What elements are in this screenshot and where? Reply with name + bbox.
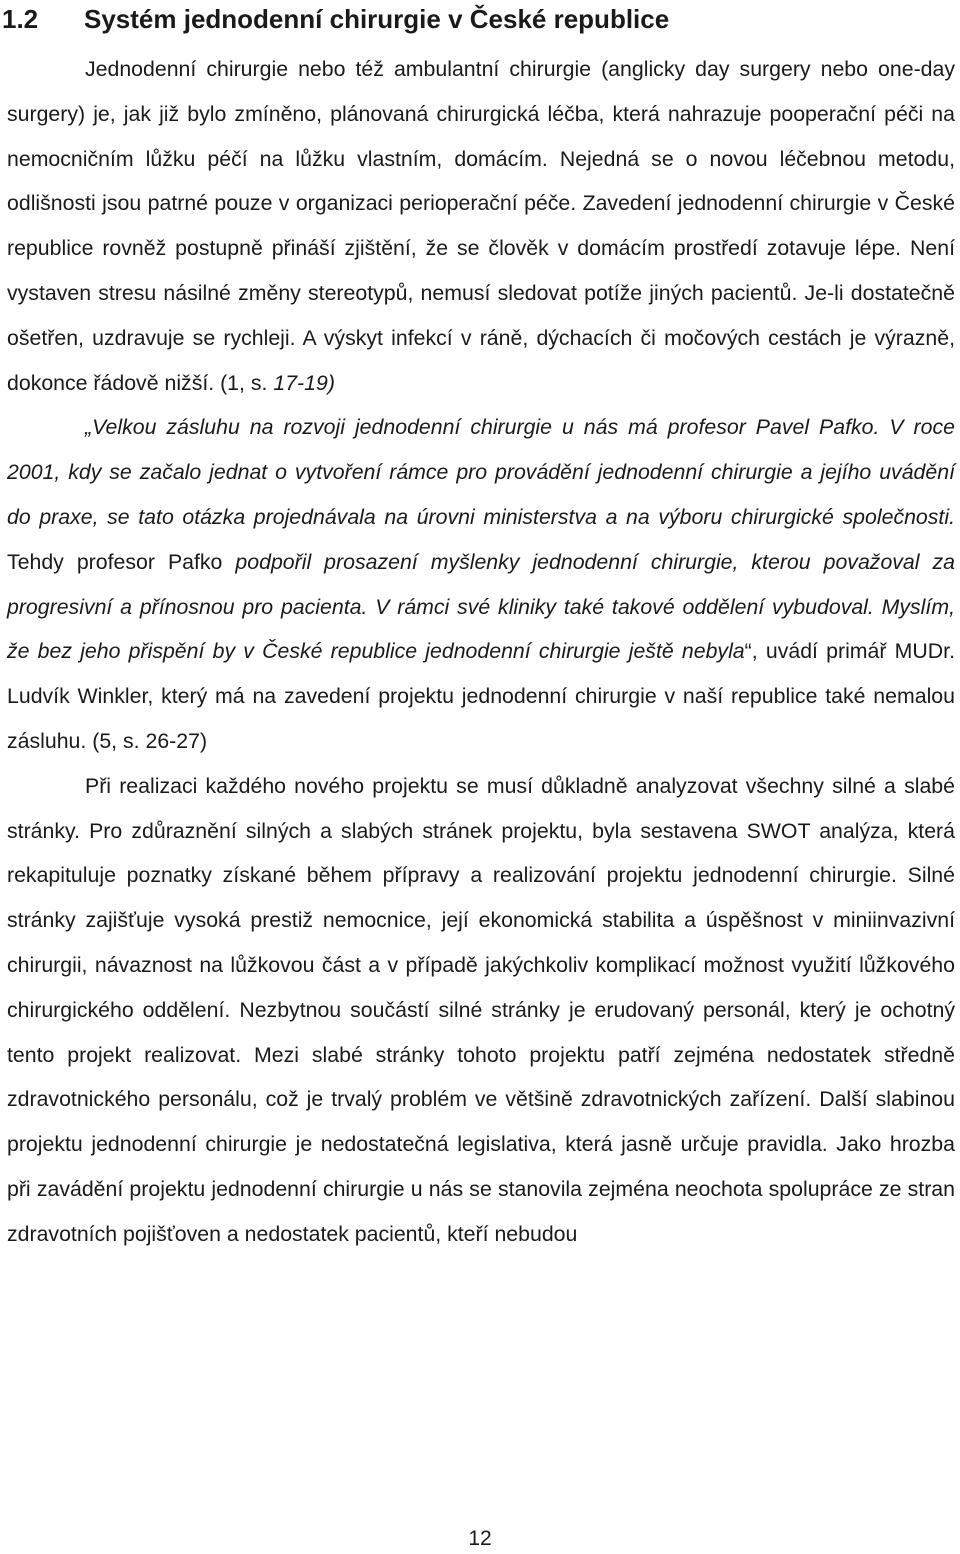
quote-part-1: Velkou zásluhu na rozvoji jednodenní chirurgie u nás má profesor Pavel Pafko. [92,415,890,440]
quote-close: “ [744,639,752,664]
section-title: Systém jednodenní chirurgie v České republice [84,4,670,34]
paragraph-2-middle: Tehdy profesor Pafko [7,549,236,574]
quote-part-2: V roce 2001, kdy se začalo jednat o vytvoření rámce pro provádění jednodenní chirurgie a jejího uvádění do praxe, se tato otázka projednávala na úrovni ministerstva a na výboru chirurgické společnosti. [7,415,955,529]
quote-part-3: podpořil prosazení myšlenky jednodenní chirurgie, kterou považoval za progresivní a přínosnou pro pacienta. V rámci své kliniky také takové oddělení vybudoval. Myslím, že bez jeho přispění by v České republice jednodenní chirurgie ještě nebyla [7,549,955,664]
section-number: 1.2 [2,4,39,34]
paragraph-1-text: Jednodenní chirurgie nebo též ambulantní chirurgie (anglicky day surgery nebo one-day surgery) je, jak již bylo zmíněno, plánovaná chirurgická léčba, která nahrazuje pooperační péči na nemocničním lůžku péčí na lůžku vlastním, domácím. Nejedná se o novou léčebnou metodu, odlišnosti jsou patrné pouze v organizaci perioperační péče. Zavedení jednodenní chirurgie v České republice rovněž postupně přináší zjištění, že se člověk v domácím prostředí zotavuje lépe. Není vystaven stresu násilné změny stereotypů, nemusí sledovat potíže jiných pacientů. Je-li dostatečně ošetřen, uzdravuje se rychleji. A výskyt infekcí v ráně, dýchacích či močových cestách je výrazně, dokonce řádově nižší. (1, s. [7,57,955,395]
body-text [7,47,955,1257]
paragraph-2-end: , uvádí primář MUDr. Ludvík Winkler, který má na zavedení projektu jednodenní chirurgie v naší republice také nemalou zásluhu. (5, s. 26-27) [7,639,955,753]
paragraph-3 [7,764,955,1257]
paragraph-1-citation: 17-19) [273,370,335,395]
paragraph-3-text: Při realizaci každého nového projektu se musí důkladně analyzovat všechny silné a slabé stránky. Pro zdůraznění silných a slabých stránek projektu, byla sestavena SWOT analýza, která rekapituluje poznatky získané během přípravy a realizování projektu jednodenní chirurgie. Silné stránky zajišťuje vysoká prestiž nemocnice, její ekonomická stabilita a úspěšnost v miniinvazivní chirurgii, návaznost na lůžkovou část a v případě jakýchkoliv komplikací možnost využití lůžkového chirurgického oddělení. Nezbytnou součástí silné stránky je erudovaný personál, který je ochotný tento projekt realizovat. Mezi slabé stránky tohoto projektu patří zejména nedostatek středně zdravotnického personálu, což je trvalý problém ve většině zdravotnických zařízení. Další slabinou projektu jednodenní chirurgie je nedostatečná legislativa, která jasně určuje pravidla. Jako hrozba při zavádění projektu jednodenní chirurgie u nás se stanovila zejména neochota spolupráce ze stran zdravotních pojišťoven a nedostatek pacientů, kteří nebudou [7,773,955,1246]
quote-open: „ [85,415,93,440]
paragraph-2 [7,405,955,763]
page-number: 12 [468,1527,492,1550]
section-heading [2,4,669,34]
paragraph-1 [7,47,955,405]
